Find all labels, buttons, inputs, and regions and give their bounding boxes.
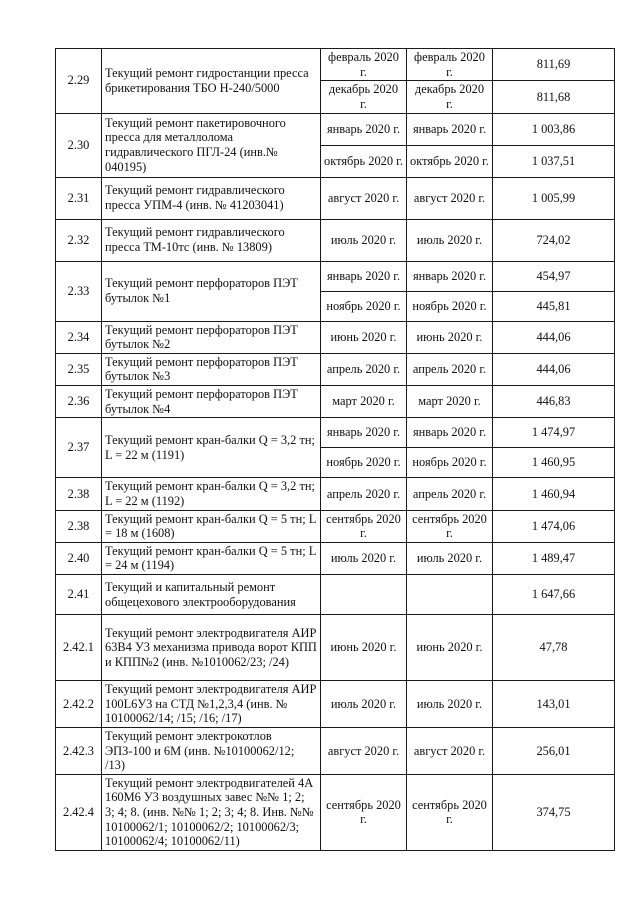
start-date: август 2020 г. <box>321 727 407 774</box>
end-date: март 2020 г. <box>407 386 493 418</box>
amount: 454,97 <box>493 261 615 291</box>
table-row <box>56 321 615 353</box>
end-date: апрель 2020 г. <box>407 353 493 385</box>
amount: 724,02 <box>493 219 615 261</box>
start-date: июль 2020 г. <box>321 219 407 261</box>
start-date: январь 2020 г. <box>321 113 407 145</box>
item-number: 2.42.1 <box>56 615 102 681</box>
amount: 811,68 <box>493 81 615 113</box>
end-date: июнь 2020 г. <box>407 321 493 353</box>
work-description: Текущий ремонт пакетировочного пресса для металлолома гидравлического ПГЛ-24 (инв.№ 040195) <box>102 113 321 177</box>
table-row <box>56 219 615 261</box>
end-date: август 2020 г. <box>407 177 493 219</box>
end-date: июль 2020 г. <box>407 219 493 261</box>
end-date: декабрь 2020 г. <box>407 81 493 113</box>
amount: 256,01 <box>493 727 615 774</box>
item-number: 2.31 <box>56 177 102 219</box>
start-date: июль 2020 г. <box>321 542 407 574</box>
end-date: июнь 2020 г. <box>407 615 493 681</box>
work-description: Текущий ремонт электродвигателей 4А 160М6 У3 воздушных завес №№ 1; 2; 3; 4; 8. (инв. №№ 1; 2; 3; 4; 8. Инв. №№ 10100062/1; 10100062/2; 10100062/3; 10100062/4; 10100062/11) <box>102 774 321 850</box>
start-date: апрель 2020 г. <box>321 478 407 510</box>
item-number: 2.42.3 <box>56 727 102 774</box>
end-date: август 2020 г. <box>407 727 493 774</box>
start-date: ноябрь 2020 г. <box>321 291 407 321</box>
table-row <box>56 386 615 418</box>
work-description: Текущий ремонт гидравлического пресса ТМ-10тс (инв. № 13809) <box>102 219 321 261</box>
work-description: Текущий и капитальный ремонт общецехового электрооборудования <box>102 575 321 615</box>
amount: 444,06 <box>493 353 615 385</box>
start-date: июнь 2020 г. <box>321 615 407 681</box>
item-number: 2.35 <box>56 353 102 385</box>
end-date: ноябрь 2020 г. <box>407 291 493 321</box>
amount: 1 474,97 <box>493 418 615 448</box>
start-date: июнь 2020 г. <box>321 321 407 353</box>
amount: 1 037,51 <box>493 145 615 177</box>
work-description: Текущий ремонт перфораторов ПЭТ бутылок №2 <box>102 321 321 353</box>
item-number: 2.37 <box>56 418 102 478</box>
end-date: июль 2020 г. <box>407 681 493 728</box>
table-row <box>56 510 615 542</box>
end-date: сентябрь 2020 г. <box>407 510 493 542</box>
work-description: Текущий ремонт кран-балки Q = 5 тн; L = 18 м (1608) <box>102 510 321 542</box>
amount: 374,75 <box>493 774 615 850</box>
item-number: 2.32 <box>56 219 102 261</box>
end-date: февраль 2020 г. <box>407 49 493 81</box>
start-date: январь 2020 г. <box>321 418 407 448</box>
item-number: 2.40 <box>56 542 102 574</box>
work-plan-table <box>55 48 615 851</box>
item-number: 2.29 <box>56 49 102 114</box>
amount: 1 460,95 <box>493 448 615 478</box>
start-date: февраль 2020 г. <box>321 49 407 81</box>
work-description: Текущий ремонт гидростанции пресса брикетирования ТБО Н-240/5000 <box>102 49 321 114</box>
table-row <box>56 261 615 291</box>
work-description: Текущий ремонт кран-балки Q = 3,2 тн; L = 22 м (1191) <box>102 418 321 478</box>
start-date: август 2020 г. <box>321 177 407 219</box>
end-date: апрель 2020 г. <box>407 478 493 510</box>
amount: 1 460,94 <box>493 478 615 510</box>
work-description: Текущий ремонт электрокотлов ЭПЗ-100 и 6М (инв. №10100062/12; /13) <box>102 727 321 774</box>
item-number: 2.34 <box>56 321 102 353</box>
amount: 444,06 <box>493 321 615 353</box>
work-description: Текущий ремонт перфораторов ПЭТ бутылок №3 <box>102 353 321 385</box>
amount: 445,81 <box>493 291 615 321</box>
amount: 47,78 <box>493 615 615 681</box>
start-date: сентябрь 2020 г. <box>321 510 407 542</box>
item-number: 2.42.4 <box>56 774 102 850</box>
table-row <box>56 615 615 681</box>
start-date: март 2020 г. <box>321 386 407 418</box>
item-number: 2.42.2 <box>56 681 102 728</box>
amount: 143,01 <box>493 681 615 728</box>
table-row <box>56 113 615 145</box>
amount: 1 647,66 <box>493 575 615 615</box>
end-date: октябрь 2020 г. <box>407 145 493 177</box>
amount: 1 474,06 <box>493 510 615 542</box>
end-date: январь 2020 г. <box>407 418 493 448</box>
start-date <box>321 575 407 615</box>
table-row <box>56 542 615 574</box>
end-date <box>407 575 493 615</box>
item-number: 2.33 <box>56 261 102 321</box>
amount: 1 489,47 <box>493 542 615 574</box>
work-description: Текущий ремонт кран-балки Q = 5 тн; L = 24 м (1194) <box>102 542 321 574</box>
end-date: ноябрь 2020 г. <box>407 448 493 478</box>
work-description: Текущий ремонт кран-балки Q = 3,2 тн; L = 22 м (1192) <box>102 478 321 510</box>
item-number: 2.38 <box>56 478 102 510</box>
table-row <box>56 727 615 774</box>
work-description: Текущий ремонт электродвигателя АИР 63В4 У3 механизма привода ворот КПП и КПП№2 (инв. №1010062/23; /24) <box>102 615 321 681</box>
work-description: Текущий ремонт перфораторов ПЭТ бутылок №4 <box>102 386 321 418</box>
start-date: январь 2020 г. <box>321 261 407 291</box>
start-date: апрель 2020 г. <box>321 353 407 385</box>
work-description: Текущий ремонт перфораторов ПЭТ бутылок №1 <box>102 261 321 321</box>
start-date: сентябрь 2020 г. <box>321 774 407 850</box>
table-row <box>56 478 615 510</box>
table-row <box>56 177 615 219</box>
start-date: июль 2020 г. <box>321 681 407 728</box>
table-body <box>56 49 615 851</box>
end-date: сентябрь 2020 г. <box>407 774 493 850</box>
start-date: ноябрь 2020 г. <box>321 448 407 478</box>
item-number: 2.36 <box>56 386 102 418</box>
amount: 1 003,86 <box>493 113 615 145</box>
start-date: октябрь 2020 г. <box>321 145 407 177</box>
table-row <box>56 575 615 615</box>
work-description: Текущий ремонт электродвигателя АИР 100L6У3 на СТД №1,2,3,4 (инв. № 10100062/14; /15; /16; /17) <box>102 681 321 728</box>
item-number: 2.30 <box>56 113 102 177</box>
amount: 811,69 <box>493 49 615 81</box>
table-row <box>56 353 615 385</box>
start-date: декабрь 2020 г. <box>321 81 407 113</box>
work-description: Текущий ремонт гидравлического пресса УПМ-4 (инв. № 41203041) <box>102 177 321 219</box>
table-row <box>56 49 615 81</box>
table-row <box>56 418 615 448</box>
amount: 1 005,99 <box>493 177 615 219</box>
table-row <box>56 681 615 728</box>
item-number: 2.41 <box>56 575 102 615</box>
end-date: июль 2020 г. <box>407 542 493 574</box>
end-date: январь 2020 г. <box>407 261 493 291</box>
table-row <box>56 774 615 850</box>
item-number: 2.38 <box>56 510 102 542</box>
end-date: январь 2020 г. <box>407 113 493 145</box>
amount: 446,83 <box>493 386 615 418</box>
